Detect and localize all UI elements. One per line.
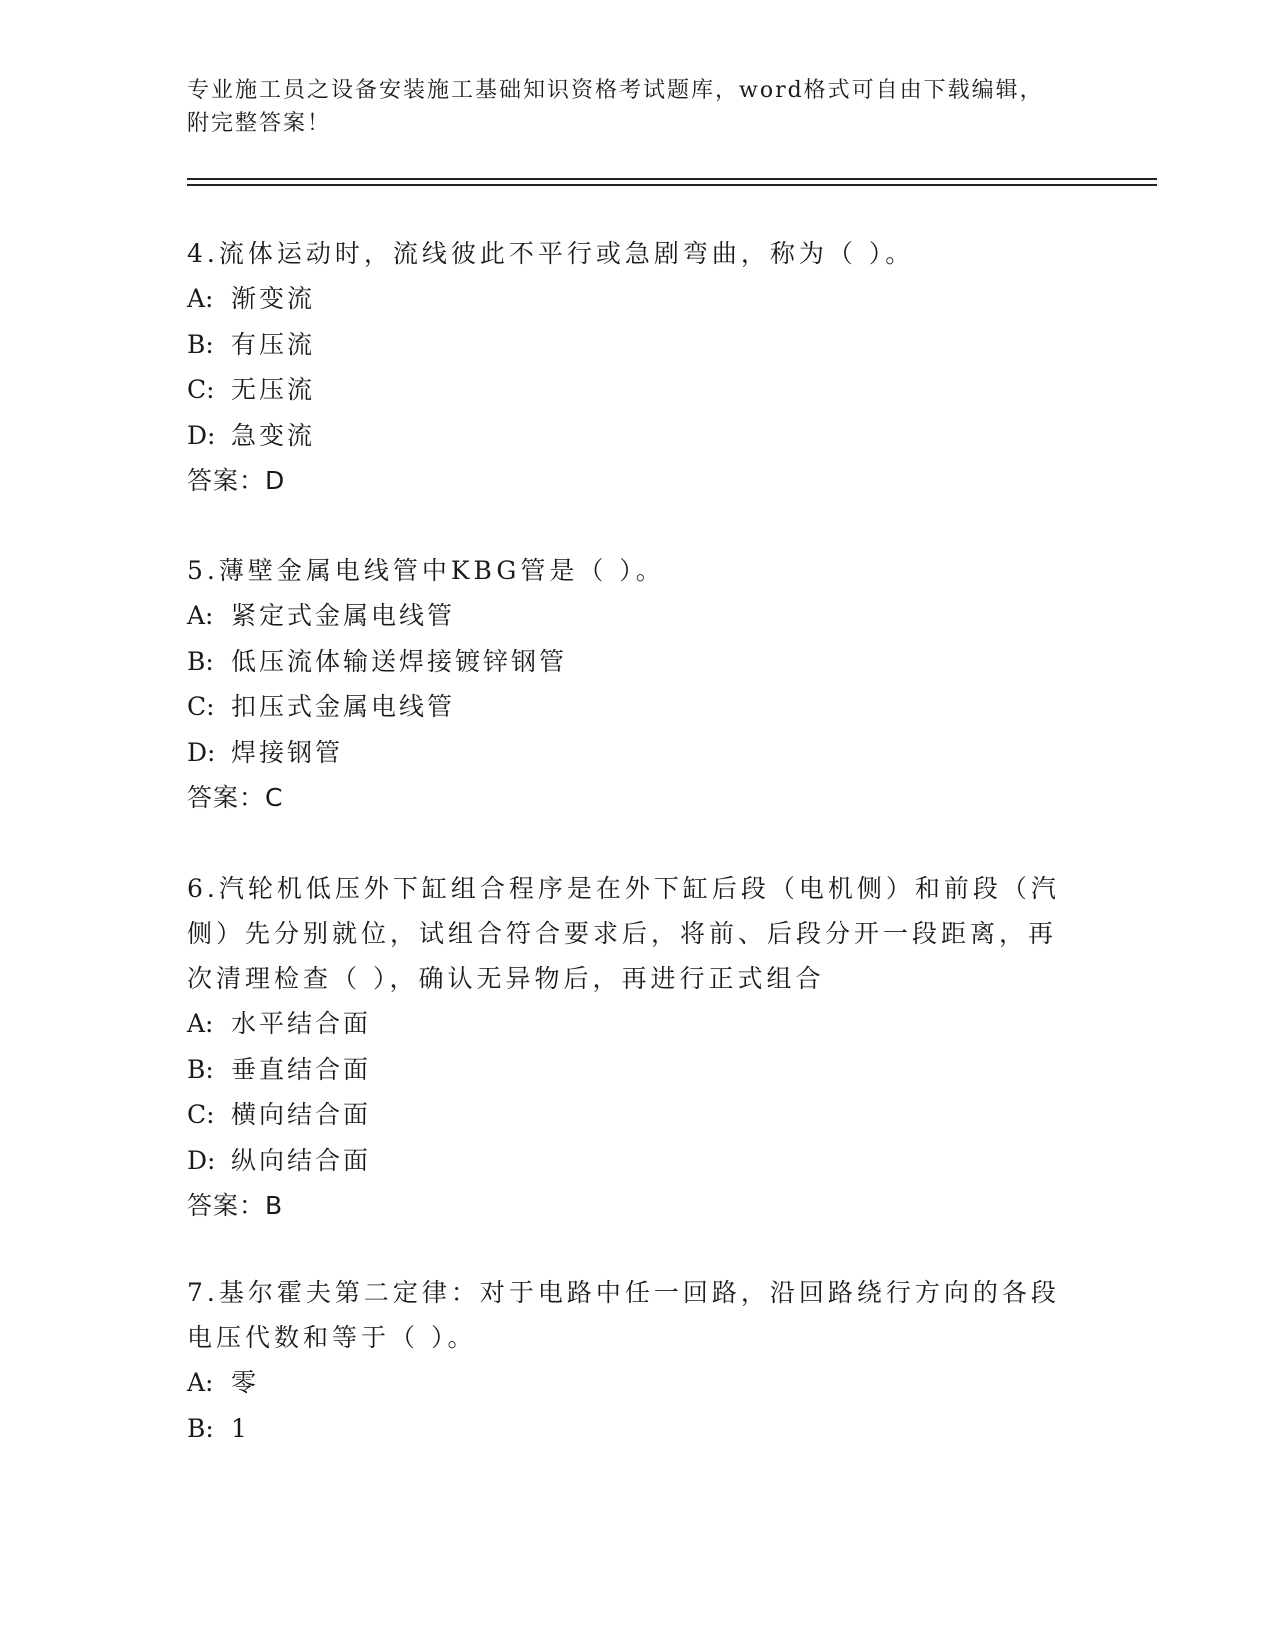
option-key: C: [187,1100,215,1129]
option-c [187,1092,1067,1138]
header-title: 专业施工员之设备安装施工基础知识资格考试题库，word格式可自由下载编辑，附完整答案！ [187,78,1044,136]
question-stem: 4.流体运动时，流线彼此不平行或急剧弯曲，称为（ ）。 [187,239,915,268]
option-a [187,593,1067,639]
option-key: C: [187,692,215,721]
header-rule-bottom [187,184,1157,186]
option-text: 横向结合面 [231,1100,372,1129]
option-text: 1 [231,1413,250,1443]
question-4 [187,231,1067,503]
option-text: 纵向结合面 [231,1145,372,1175]
option-key: D: [187,737,216,767]
question-stem: 6.汽轮机低压外下缸组合程序是在外下缸后段（电机侧）和前段（汽侧）先分别就位，试组合符合要求后，将前、后段分开一段距离，再次清理检查（ ），确认无异物后，再进行正式组合 [187,874,1060,993]
answer-line: 答案：C [187,783,284,812]
question-stem: 7.基尔霍夫第二定律：对于电路中任一回路，沿回路绕行方向的各段电压代数和等于（ ）。 [187,1278,1060,1352]
option-a [187,1360,1067,1406]
answer-line: 答案：D [187,466,286,495]
option-c [187,367,1067,413]
option-b [187,1406,1067,1452]
option-text: 无压流 [231,375,316,404]
option-d [187,413,1067,459]
option-key: D: [187,1145,216,1175]
option-text: 水平结合面 [231,1009,372,1038]
option-text: 渐变流 [231,284,316,313]
option-text: 紧定式金属电线管 [231,601,456,630]
option-key: A: [187,1368,214,1397]
option-key: B: [187,1413,214,1443]
option-d [187,1138,1067,1184]
question-5 [187,548,1067,820]
answer-line: 答案：B [187,1191,284,1220]
option-key: B: [187,329,214,359]
option-text: 零 [231,1368,260,1397]
question-6 [187,866,1067,1228]
header-rule-top [187,178,1157,180]
option-text: 垂直结合面 [231,1054,372,1084]
question-stem: 5.薄壁金属电线管中KBG管是（ ）。 [187,556,665,585]
option-key: B: [187,1054,214,1084]
option-b [187,639,1067,685]
option-text: 急变流 [231,420,316,450]
option-c [187,684,1067,730]
option-d [187,730,1067,776]
option-a [187,276,1067,322]
option-key: D: [187,420,216,450]
header-double-rule [187,178,1157,186]
option-key: A: [187,284,214,313]
option-text: 低压流体输送焊接镀锌钢管 [231,646,568,676]
question-7 [187,1270,1067,1451]
document-header [187,74,1067,140]
option-a [187,1001,1067,1047]
option-b [187,1047,1067,1093]
option-key: A: [187,1009,214,1038]
option-text: 焊接钢管 [231,737,344,767]
option-key: A: [187,601,214,630]
option-key: B: [187,646,214,676]
option-text: 扣压式金属电线管 [231,692,456,721]
option-text: 有压流 [231,329,316,359]
option-key: C: [187,375,215,404]
option-b [187,322,1067,368]
